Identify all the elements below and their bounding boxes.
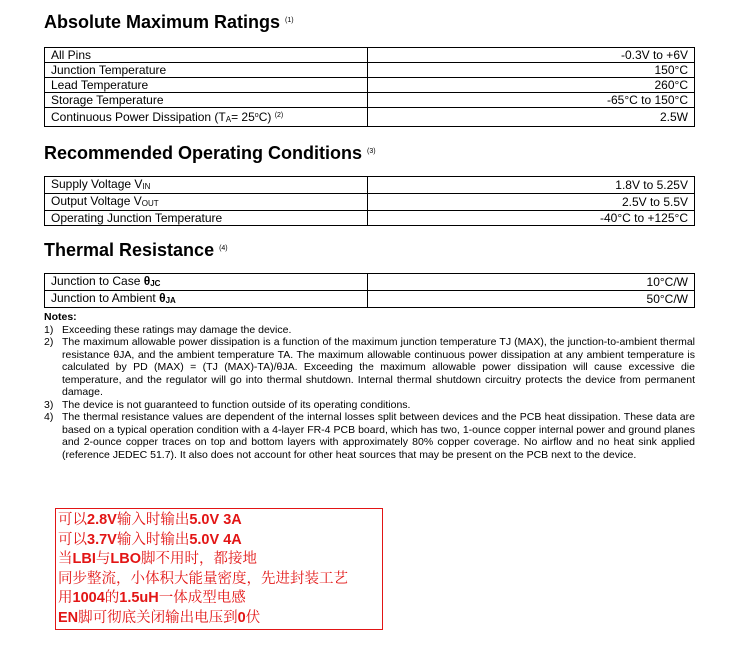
note-item: 1) Exceeding these ratings may damage the device.	[44, 323, 292, 336]
rec-op-heading: Recommended Operating Conditions $^{(3)}$	[44, 143, 376, 163]
annotation-line: 同步整流，小体积大能量密度，先进封装工艺	[58, 570, 348, 587]
note-item: 2) The maximum allowable power dissipation is a function of the maximum junction temperature TJ (MAX), the junction-to-ambient thermal resistance θJA, and the ambient temperature TA. The maximum allowable continuous power dissipation at any ambient temperature is calculated by PD (MAX) = (TJ (MAX)-TA)/θJA. Exceeding the maximum allowable power dissipation will cause excessive die temperature, and the regulator will go into thermal shutdown. Internal thermal shutdown circuitry protects the device from permanent damage.	[44, 336, 695, 398]
table-row: Junction to Ambient θJA 50°C/W	[45, 291, 695, 308]
thermal-heading: Thermal Resistance $^{(4)}$	[44, 240, 228, 260]
thermal-table	[44, 273, 695, 308]
notes-list	[44, 324, 695, 462]
annotation-line: 可以3.7V输入时输出5.0V 4A	[58, 531, 242, 548]
annotation-line: EN脚可彻底关闭输出电压到0伏	[58, 609, 261, 626]
table-row: Storage Temperature -65°C to 150°C	[45, 93, 695, 108]
table-row: All Pins -0.3V to +6V	[45, 48, 695, 63]
annotation-box	[55, 508, 383, 630]
table-row: Supply Voltage VIN 1.8V to 5.25V	[45, 177, 695, 194]
table-row: Junction to Case θJC 10°C/W	[45, 274, 695, 291]
table-row: Operating Junction Temperature -40°C to +125°C	[45, 211, 695, 226]
abs-max-ref: (1)	[285, 17, 294, 24]
table-row: Lead Temperature 260°C	[45, 78, 695, 93]
note-item: 3) The device is not guaranteed to function outside of its operating conditions.	[44, 398, 411, 411]
annotation-line: 可以2.8V输入时输出5.0V 3A	[58, 512, 242, 528]
annotation-line: 当LBI与LBO脚不用时，都接地	[58, 551, 257, 567]
table-row: Junction Temperature 150°C	[45, 63, 695, 78]
notes-title: Notes:	[44, 311, 77, 323]
note-item: 4) The thermal resistance values are dependent of the internal losses split between devices and the PCB heat dissipation. These data are based on a typical operation condition with a 4-layer FR-4 PCB board, which has two, 1-ounce copper internal power and ground planes and 2-ounce copper traces on top and bottom layers with approximately 80% copper coverage. No airflow and no heat sink applied (reference JEDEC 51.7). It also does not account for other heat sources that may be present on the PCB next to the device.	[44, 411, 695, 461]
annotation-line: 用1004的1.5uH一体成型电感	[58, 590, 246, 606]
notes-section	[44, 311, 695, 461]
thermal-ref: (4)	[219, 245, 228, 252]
rec-op-table	[44, 176, 695, 226]
rec-op-ref: (3)	[367, 148, 376, 155]
table-row: Output Voltage VOUT 2.5V to 5.5V	[45, 194, 695, 211]
abs-max-table	[44, 47, 695, 127]
abs-max-heading: Absolute Maximum Ratings $^{(1)}$	[44, 12, 294, 32]
table-row: Continuous Power Dissipation $(TA= 25^oC)$ $^{(2)}$ 2.5W	[45, 108, 695, 127]
